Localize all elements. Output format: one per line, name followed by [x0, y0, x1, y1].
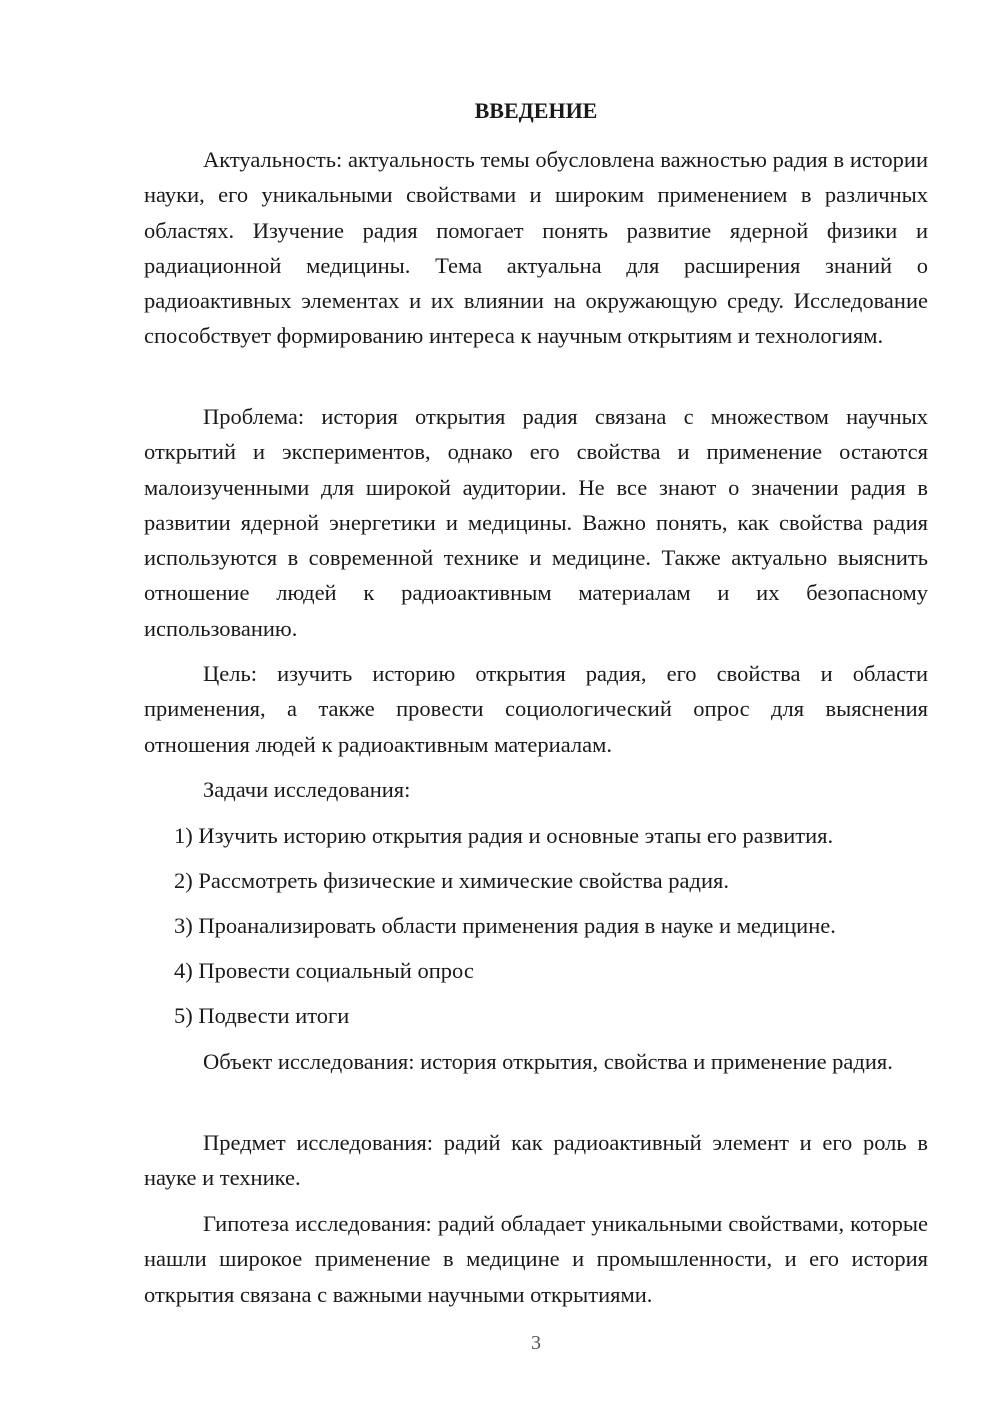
- list-item: [174, 953, 474, 988]
- hypothesis-section: [144, 1206, 928, 1312]
- list-item-text: Провести социальный опрос: [198, 958, 474, 983]
- hypothesis-paragraph: Гипотеза исследования: радий обладает уникальными свойствами, которые нашли широкое применение в медицине и промышленности, и его история открытия связана с важными научными открытиями.: [144, 1211, 928, 1307]
- subject-section: [144, 1125, 928, 1196]
- list-item-number: 1): [174, 823, 193, 848]
- list-item-text: Подвести итоги: [198, 1003, 350, 1028]
- relevance-section: [144, 142, 928, 354]
- list-item-number: 2): [174, 868, 193, 893]
- problem-paragraph: Проблема: история открытия радия связана с множеством научных открытий и экспериментов, однако его свойства и применение остаются малоизученными для широкой аудитории. Не все знают о значении радия в развитии ядерной энергетики и медицины. Важно понять, как свойства радия используются в современной технике и медицине. Также актуально выяснить отношение людей к радиоактивным материалам и их безопасному использованию.: [144, 404, 928, 641]
- tasks-heading: Задачи исследования:: [203, 777, 411, 802]
- page-number: 3: [531, 1332, 541, 1354]
- list-item-number: 5): [174, 1003, 193, 1028]
- list-item-text: Изучить историю открытия радия и основные этапы его развития.: [198, 823, 834, 848]
- list-item: [174, 908, 836, 943]
- list-item: [174, 818, 833, 853]
- list-item-number: 3): [174, 913, 193, 938]
- relevance-paragraph: Актуальность: актуальность темы обусловлена важностью радия в истории науки, его уникальными свойствами и широким применением в различных областях. Изучение радия помогает понять развитие ядерной физики и радиационной медицины. Тема актуальна для расширения знаний о радиоактивных элементах и их влиянии на окружающую среду. Исследование способствует формированию интереса к научным открытиям и технологиям.: [144, 147, 928, 349]
- goal-paragraph: Цель: изучить историю открытия радия, его свойства и области применения, а также провести социологический опрос для выяснения отношения людей к радиоактивным материалам.: [144, 661, 928, 757]
- object-paragraph: Объект исследования: история открытия, свойства и применение радия.: [203, 1049, 893, 1074]
- object-section: [144, 1044, 928, 1079]
- list-item-text: Проанализировать области применения радия в науке и медицине.: [198, 913, 836, 938]
- list-item: [174, 998, 349, 1033]
- page-title: ВВЕДЕНИЕ: [474, 98, 598, 123]
- subject-paragraph: Предмет исследования: радий как радиоактивный элемент и его роль в науке и технике.: [144, 1130, 928, 1191]
- goal-section: [144, 656, 928, 762]
- list-item-text: Рассмотреть физические и химические свойства радия.: [198, 868, 729, 893]
- list-item: [174, 863, 729, 898]
- tasks-heading-section: [144, 772, 928, 807]
- list-item-number: 4): [174, 958, 193, 983]
- problem-section: [144, 399, 928, 646]
